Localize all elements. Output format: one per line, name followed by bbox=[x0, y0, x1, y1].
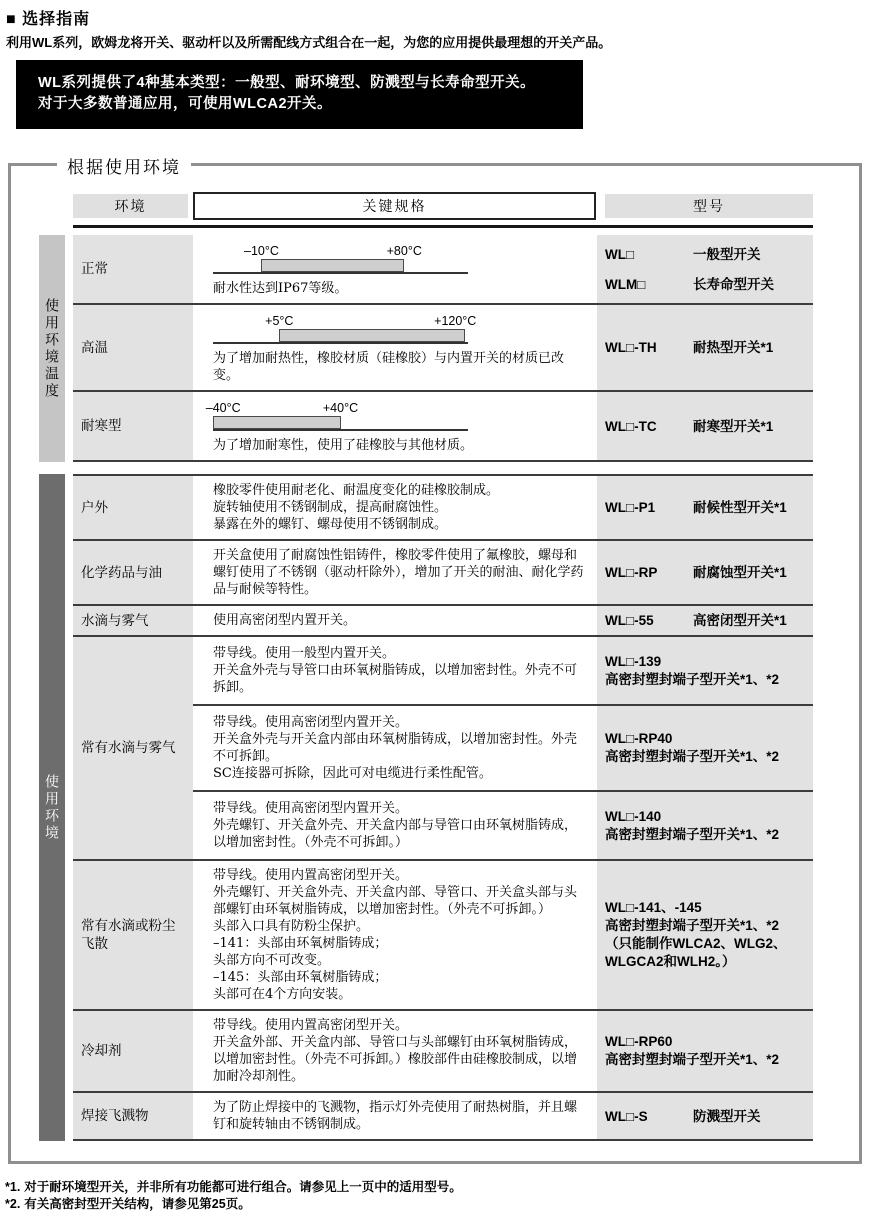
model-entry bbox=[605, 339, 809, 356]
table-subrow bbox=[193, 790, 813, 859]
model-entry bbox=[605, 1108, 809, 1125]
model-entry bbox=[605, 564, 809, 581]
model-type-name: 高密闭型开关*1 bbox=[693, 613, 787, 628]
spec-text-line: 橡胶零件使用耐老化、耐温度变化的硅橡胶制成。 bbox=[213, 483, 500, 498]
model-block-line: WL□-RP60 bbox=[605, 1034, 673, 1049]
subrow-column bbox=[193, 637, 813, 859]
spec-text-line: 为了增加耐寒性，使用了硅橡胶与其他材质。 bbox=[213, 438, 474, 453]
spec-text-line: 旋转轴使用不锈钢制成，提高耐腐蚀性。 bbox=[213, 500, 448, 515]
footnote-2 bbox=[5, 1196, 870, 1213]
group-label-strip: 使用环境温度 bbox=[39, 235, 65, 462]
model-cell bbox=[597, 606, 813, 635]
model-block-line: 高密封塑封端子型开关*1、*2 bbox=[605, 826, 780, 842]
temperature-track bbox=[213, 259, 468, 274]
spec-cell bbox=[193, 706, 597, 790]
model-entry bbox=[605, 246, 809, 263]
table-row bbox=[73, 303, 813, 390]
spec-text-line: 带导线。使用高密闭型内置开关。 bbox=[213, 801, 409, 816]
spec-text-line: 暴露在外的螺钉、螺母使用不锈钢制成。 bbox=[213, 517, 448, 532]
spec-text-line: 带导线。使用高密闭型内置开关。 bbox=[213, 715, 409, 730]
spec-text-line: 为了增加耐热性，橡胶材质（硅橡胶）与内置开关的材质已改变。 bbox=[213, 351, 565, 383]
model-type-name: 耐热型开关*1 bbox=[693, 340, 774, 355]
table-header-row bbox=[73, 192, 833, 220]
table-row bbox=[73, 235, 813, 303]
spec-cell bbox=[193, 606, 597, 635]
temp-high-label: +120°C bbox=[434, 314, 477, 328]
model-entry bbox=[605, 499, 809, 516]
model-code: WL□-P1 bbox=[605, 500, 656, 515]
group-label-strip: 使用环境 bbox=[39, 474, 65, 1141]
model-type-name: 长寿命型开关 bbox=[693, 276, 774, 292]
model-block-line: WL□-140 bbox=[605, 808, 662, 824]
model-code: WL□-S bbox=[605, 1108, 648, 1124]
model-code: WLM□ bbox=[605, 276, 646, 292]
table-group bbox=[39, 235, 833, 462]
environment-cell: 常有水滴与雾气 bbox=[73, 637, 193, 859]
model-block-line: 高密封塑封端子型开关*1、*2 bbox=[605, 918, 780, 933]
header-rule bbox=[73, 225, 813, 228]
spec-cell bbox=[193, 392, 597, 460]
intro-banner bbox=[16, 60, 583, 129]
table-groups bbox=[39, 235, 833, 1141]
spec-cell bbox=[193, 1011, 597, 1091]
header-model: 型号 bbox=[605, 194, 813, 218]
spec-text-line: 耐水性达到IP67等级。 bbox=[213, 281, 348, 296]
temperature-track bbox=[213, 329, 468, 344]
temp-high-label: +80°C bbox=[386, 244, 422, 258]
table-group bbox=[39, 474, 833, 1141]
temperature-range bbox=[213, 243, 589, 274]
temperature-track bbox=[213, 416, 468, 431]
model-entry bbox=[605, 276, 809, 293]
temperature-bar bbox=[213, 416, 341, 429]
table-row bbox=[73, 390, 813, 460]
spec-text-line: 带导线。使用一般型内置开关。 bbox=[213, 646, 396, 661]
group-rows bbox=[73, 235, 813, 462]
spec-cell bbox=[193, 541, 597, 604]
temperature-range bbox=[205, 400, 589, 431]
table-row bbox=[73, 859, 813, 1009]
temperature-bar bbox=[279, 329, 465, 342]
spec-cell bbox=[193, 305, 597, 390]
footnote-1-text: 对于耐环境型开关，并非所有功能都可进行组合。请参见上一页中的适用型号。 bbox=[24, 1180, 462, 1194]
temperature-bar bbox=[261, 259, 404, 272]
spec-text-line: 带导线。使用内置高密闭型开关。 bbox=[213, 1018, 409, 1033]
environment-cell: 化学药品与油 bbox=[73, 541, 193, 604]
section-title: 根据使用环境 bbox=[57, 153, 191, 178]
model-block-line: WL□-RP40 bbox=[605, 731, 673, 746]
model-code: WL□ bbox=[605, 246, 635, 262]
model-code: WL□-TC bbox=[605, 418, 657, 434]
spec-text-line: 使用高密闭型内置开关。 bbox=[213, 613, 357, 628]
table-row bbox=[73, 1009, 813, 1091]
model-block-line: （只能制作WLCA2、WLG2、 bbox=[605, 936, 787, 951]
model-cell bbox=[597, 305, 813, 390]
spec-text-line: 开关盒外壳与开关盒内部由环氧树脂铸成，以增加密封性。外壳不可拆卸。 bbox=[213, 732, 578, 764]
table-row bbox=[73, 604, 813, 635]
model-block-line: 高密封塑封端子型开关*1、*2 bbox=[605, 671, 780, 687]
environment-cell: 正常 bbox=[73, 235, 193, 303]
environment-cell: 高温 bbox=[73, 305, 193, 390]
model-block-line: WLGCA2和WLH2。） bbox=[605, 954, 736, 969]
spec-cell bbox=[193, 792, 597, 859]
model-type-name: 耐腐蚀型开关*1 bbox=[693, 565, 787, 580]
table-row bbox=[73, 539, 813, 604]
model-cell bbox=[597, 476, 813, 539]
spec-text-line: 外壳螺钉、开关盒外壳、开关盒内部与导管口由环氧树脂铸成，以增加密封性。（外壳不可拆卸。） bbox=[213, 818, 578, 850]
model-type-name: 防溅型开关 bbox=[693, 1108, 761, 1124]
table-row bbox=[73, 476, 813, 539]
model-cell bbox=[597, 235, 813, 303]
table-row bbox=[73, 1091, 813, 1139]
model-type-name: 一般型开关 bbox=[693, 246, 761, 262]
banner-line-2: 对于大多数普通应用，可使用WLCA2开关。 bbox=[38, 96, 333, 112]
temperature-range bbox=[213, 313, 589, 344]
spec-cell bbox=[193, 1093, 597, 1139]
model-block-line: WL□-141、-145 bbox=[605, 900, 702, 915]
spec-text-line: 头部可在4个方向安装。 bbox=[213, 987, 352, 1002]
page-subtitle: 利用WL系列，欧姆龙将开关、驱动杆以及所需配线方式组合在一起，为您的应用提供最理想的开关产品。 bbox=[6, 35, 612, 50]
model-cell bbox=[597, 637, 813, 704]
temp-low-label: –40°C bbox=[205, 401, 241, 415]
spec-cell bbox=[193, 476, 597, 539]
environment-cell: 水滴与雾气 bbox=[73, 606, 193, 635]
page-title: ■ 选择指南 bbox=[6, 11, 91, 28]
spec-text-line: 头部入口具有防粉尘保护。 bbox=[213, 919, 370, 934]
model-type-name: 耐寒型开关*1 bbox=[693, 418, 774, 434]
spec-text-line: 开关盒外壳与导管口由环氧树脂铸成，以增加密封性。外壳不可拆卸。 bbox=[213, 663, 578, 695]
temp-high-label: +40°C bbox=[322, 401, 359, 415]
spec-text-line: 外壳螺钉、开关盒外壳、开关盒内部、导管口、开关盒头部与头部螺钉由环氧树脂铸成，以增加密封性。（外壳不可拆卸。） bbox=[213, 885, 578, 917]
model-entry bbox=[605, 612, 809, 629]
spec-cell bbox=[193, 861, 597, 1009]
model-cell bbox=[597, 392, 813, 460]
environment-cell: 常有水滴或粉尘飞散 bbox=[73, 861, 193, 1009]
model-type-name: 耐候性型开关*1 bbox=[693, 500, 787, 515]
spec-cell bbox=[193, 637, 597, 704]
footnote-2-mark: *2. bbox=[5, 1197, 21, 1211]
temp-low-label: –10°C bbox=[243, 244, 279, 258]
model-entry bbox=[605, 418, 809, 435]
model-cell bbox=[597, 541, 813, 604]
footnotes bbox=[5, 1179, 870, 1213]
spec-text-line: 带导线。使用内置高密闭型开关。 bbox=[213, 868, 409, 883]
spec-text-line: 开关盒使用了耐腐蚀性铝铸件，橡胶零件使用了氟橡胶，螺母和螺钉使用了不锈钢（驱动杆除外），增加了开关的耐油、耐化学药品与耐候等特性。 bbox=[213, 548, 584, 597]
spec-text-line: 为了防止焊接中的飞溅物，指示灯外壳使用了耐热树脂，并且螺钉和旋转轴由不锈钢制成。 bbox=[213, 1100, 578, 1132]
spec-text-line: –145：头部由环氧树脂铸成； bbox=[213, 970, 388, 985]
environment-cell: 焊接飞溅物 bbox=[73, 1093, 193, 1139]
model-block-line: WL□-139 bbox=[605, 653, 662, 669]
temp-low-label: +5°C bbox=[265, 314, 294, 328]
group-rows bbox=[73, 474, 813, 1141]
model-cell bbox=[597, 792, 813, 859]
model-code: WL□-55 bbox=[605, 613, 654, 628]
model-code: WL□-RP bbox=[605, 565, 658, 580]
environment-section bbox=[8, 158, 862, 1164]
model-cell bbox=[597, 706, 813, 790]
environment-cell: 户外 bbox=[73, 476, 193, 539]
table-row bbox=[73, 635, 813, 859]
footnote-1-mark: *1. bbox=[5, 1180, 21, 1194]
model-cell bbox=[597, 1093, 813, 1139]
footnote-1 bbox=[5, 1179, 870, 1196]
banner-line-1: WL系列提供了4种基本类型：一般型、耐环境型、防溅型与长寿命型开关。 bbox=[38, 75, 536, 91]
model-code: WL□-TH bbox=[605, 340, 657, 355]
temperature-labels bbox=[205, 400, 468, 416]
spec-text-line: –141：头部由环氧树脂铸成； bbox=[213, 936, 388, 951]
environment-cell: 冷却剂 bbox=[73, 1011, 193, 1091]
header-key-specs: 关键规格 bbox=[193, 192, 596, 220]
header-environment: 环境 bbox=[73, 194, 188, 218]
environment-cell: 耐寒型 bbox=[73, 392, 193, 460]
table-subrow bbox=[193, 704, 813, 790]
model-block-line: 高密封塑封端子型开关*1、*2 bbox=[605, 749, 780, 764]
footnote-2-text: 有关高密封型开关结构，请参见第25页。 bbox=[24, 1197, 251, 1211]
model-block-line: 高密封塑封端子型开关*1、*2 bbox=[605, 1052, 780, 1067]
spec-cell bbox=[193, 235, 597, 303]
model-cell bbox=[597, 1011, 813, 1091]
environment-table bbox=[39, 192, 833, 1141]
temperature-labels bbox=[213, 313, 477, 329]
table-subrow bbox=[193, 637, 813, 704]
spec-text-line: SC连接器可拆除，因此可对电缆进行柔性配管。 bbox=[213, 766, 492, 781]
spec-text-line: 开关盒外部、开关盒内部、导管口与头部螺钉由环氧树脂铸成，以增加密封性。（外壳不可拆卸。）橡胶部件由硅橡胶制成，以增加耐冷却剂性。 bbox=[213, 1035, 578, 1084]
spec-text-line: 头部方向不可改变。 bbox=[213, 953, 331, 968]
model-cell bbox=[597, 861, 813, 1009]
temperature-labels bbox=[213, 243, 468, 259]
